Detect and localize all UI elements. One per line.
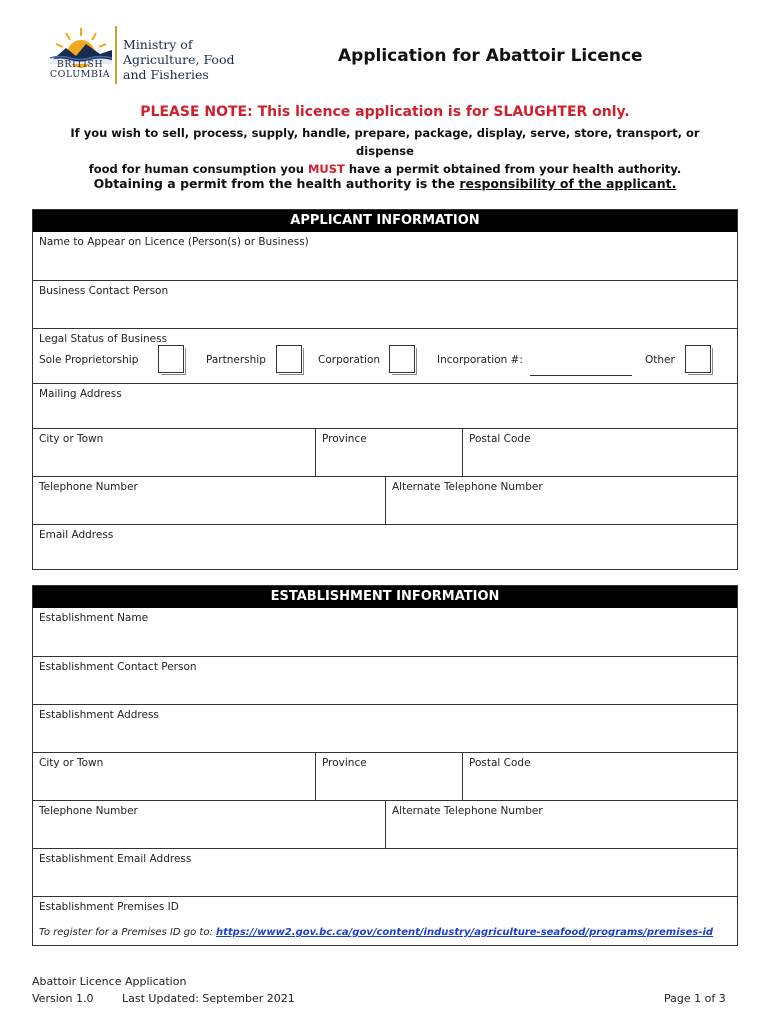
header-divider xyxy=(115,26,117,84)
footer-doc-name: Abattoir Licence Application xyxy=(32,975,187,988)
notice-text xyxy=(40,124,730,178)
email-label: Email Address xyxy=(39,529,114,541)
licence-name-field[interactable] xyxy=(33,232,737,280)
premises-id-field[interactable] xyxy=(33,896,737,945)
est-city-field[interactable] xyxy=(33,753,316,800)
email-field[interactable] xyxy=(33,524,737,569)
responsibility-note xyxy=(0,176,770,191)
notice-must: MUST xyxy=(307,162,345,176)
est-city-label: City or Town xyxy=(39,757,104,769)
mailing-address-label: Mailing Address xyxy=(39,388,122,400)
est-email-label: Establishment Email Address xyxy=(39,853,192,865)
business-contact-label: Business Contact Person xyxy=(39,285,169,297)
notice-line-2-start: food for human consumption you xyxy=(88,162,308,176)
establishment-section xyxy=(32,585,738,946)
province-field[interactable] xyxy=(316,429,463,476)
telephone-label: Telephone Number xyxy=(39,481,138,493)
city-label: City or Town xyxy=(39,433,104,445)
establishment-address-field[interactable] xyxy=(33,704,737,752)
phone-row xyxy=(33,476,737,524)
mailing-address-field[interactable] xyxy=(33,383,737,428)
sole-label: Sole Proprietorship xyxy=(39,354,139,366)
licence-name-label: Name to Appear on Licence (Person(s) or Business) xyxy=(39,236,309,248)
establishment-heading: ESTABLISHMENT INFORMATION xyxy=(33,586,737,608)
est-telephone-label: Telephone Number xyxy=(39,805,138,817)
telephone-field[interactable] xyxy=(33,477,386,524)
alt-telephone-field[interactable] xyxy=(386,477,737,524)
corporation-label: Corporation xyxy=(318,354,381,366)
establishment-contact-label: Establishment Contact Person xyxy=(39,661,197,673)
postal-code-label: Postal Code xyxy=(469,433,531,445)
premises-hint-text: To register for a Premises ID go to: xyxy=(39,927,216,938)
establishment-name-field[interactable] xyxy=(33,608,737,656)
establishment-contact-field[interactable] xyxy=(33,656,737,704)
premises-id-label: Establishment Premises ID xyxy=(39,901,179,913)
resp-text: Obtaining a permit from the health authority is the xyxy=(93,176,460,191)
notice-line-1: If you wish to sell, process, supply, handle, prepare, package, display, serve, store, transport, or dispense xyxy=(70,126,700,158)
please-note: PLEASE NOTE: This licence application is for SLAUGHTER only. xyxy=(140,104,630,120)
resp-underlined: responsibility of the applicant. xyxy=(459,176,677,191)
est-city-province-postal-row xyxy=(33,752,737,800)
corporation-checkbox[interactable] xyxy=(389,345,415,373)
city-field[interactable] xyxy=(33,429,316,476)
incorporation-label: Incorporation #: xyxy=(437,354,523,366)
province-label: Province xyxy=(322,433,367,445)
partnership-label: Partnership xyxy=(206,354,266,366)
city-province-postal-row xyxy=(33,428,737,476)
incorporation-input[interactable] xyxy=(530,375,632,376)
est-postal-code-field[interactable] xyxy=(463,753,737,800)
est-alt-telephone-label: Alternate Telephone Number xyxy=(392,805,543,817)
ministry-line-2: Agriculture, Food xyxy=(123,52,235,67)
applicant-section xyxy=(32,209,738,570)
est-province-field[interactable] xyxy=(316,753,463,800)
est-email-field[interactable] xyxy=(33,848,737,896)
est-alt-telephone-field[interactable] xyxy=(386,801,737,848)
est-province-label: Province xyxy=(322,757,367,769)
other-label: Other xyxy=(645,354,675,366)
premises-hint xyxy=(39,927,713,938)
footer-version: Version 1.0 xyxy=(32,992,94,1005)
establishment-address-label: Establishment Address xyxy=(39,709,159,721)
est-telephone-field[interactable] xyxy=(33,801,386,848)
other-checkbox[interactable] xyxy=(685,345,711,373)
applicant-heading: APPLICANT INFORMATION xyxy=(33,210,737,232)
sole-checkbox[interactable] xyxy=(158,345,184,373)
ministry-line-3: and Fisheries xyxy=(123,67,209,82)
notice-line-2-end: have a permit obtained from your health authority. xyxy=(344,162,682,176)
est-phone-row xyxy=(33,800,737,848)
business-contact-field[interactable] xyxy=(33,280,737,328)
footer-updated: Last Updated: September 2021 xyxy=(122,992,295,1005)
premises-link[interactable]: https://www2.gov.bc.ca/gov/content/industry/agriculture-seafood/programs/premises-id xyxy=(216,927,714,938)
page-title: Application for Abattoir Licence xyxy=(338,46,643,66)
legal-status-row xyxy=(33,328,737,383)
postal-code-field[interactable] xyxy=(463,429,737,476)
alt-telephone-label: Alternate Telephone Number xyxy=(392,481,543,493)
ministry-line-1: Ministry of xyxy=(123,37,193,52)
logo-wordmark: BRITISH COLUMBIA xyxy=(49,59,111,80)
establishment-name-label: Establishment Name xyxy=(39,612,149,624)
legal-status-label: Legal Status of Business xyxy=(39,333,168,345)
ministry-name xyxy=(123,37,253,82)
est-postal-code-label: Postal Code xyxy=(469,757,531,769)
partnership-checkbox[interactable] xyxy=(276,345,302,373)
footer-page-number: Page 1 of 3 xyxy=(664,992,726,1005)
